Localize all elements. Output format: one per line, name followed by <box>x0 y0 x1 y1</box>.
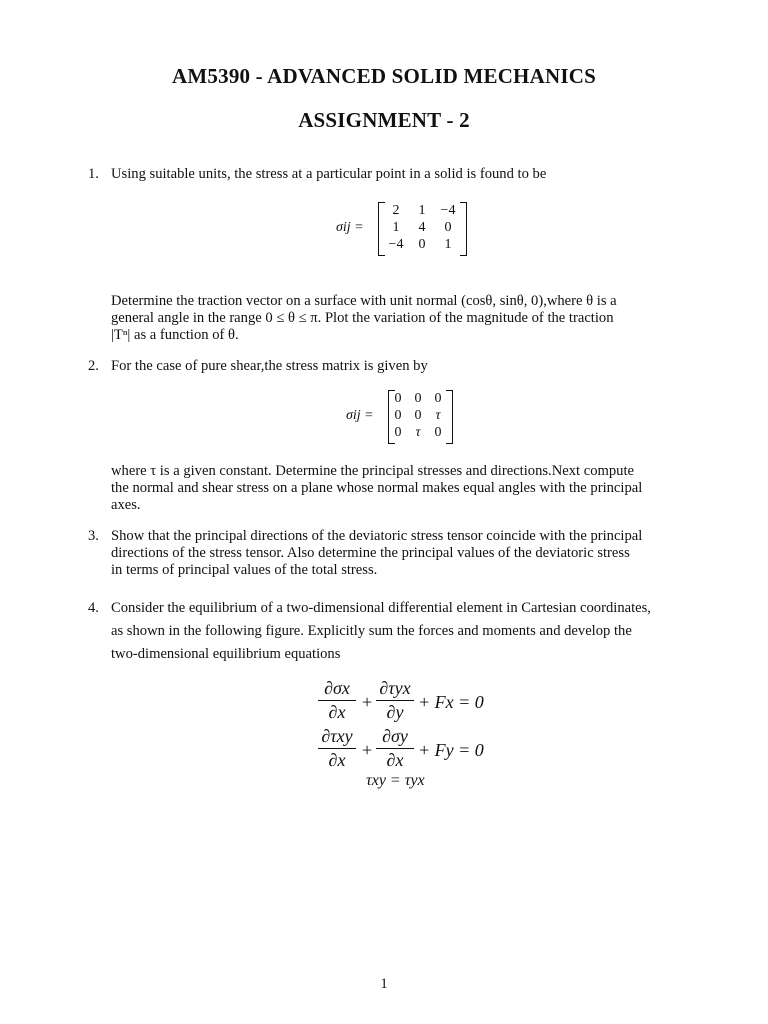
matrix-cell: 0 <box>414 408 422 423</box>
matrix-cell: 0 <box>444 220 452 235</box>
question-number: 2. <box>88 358 99 374</box>
question-body <box>111 528 698 579</box>
denominator: ∂y <box>386 702 404 722</box>
q1-paragraph <box>111 293 698 344</box>
matrix-cell: −4 <box>388 237 404 252</box>
stress-matrix-1 <box>336 200 476 260</box>
denominator: ∂x <box>328 750 346 770</box>
matrix-cell: 1 <box>418 203 426 218</box>
matrix-cell: τ <box>415 425 421 440</box>
course-title: AM5390 - ADVANCED SOLID MECHANICS <box>172 64 596 88</box>
q1-line: general angle in the range 0 ≤ θ ≤ π. Plot the variation of the magnitude of the traction <box>111 310 614 326</box>
matrix-cell: 0 <box>434 391 442 406</box>
matrix-cell: 0 <box>394 425 402 440</box>
fraction <box>376 726 414 771</box>
matrix-cell: 0 <box>394 408 402 423</box>
denominator: ∂x <box>328 702 346 722</box>
assignment-title: ASSIGNMENT - 2 <box>298 108 470 132</box>
q2-paragraph <box>111 463 698 514</box>
matrix-lhs: σij = <box>336 220 364 235</box>
numerator: ∂σx <box>324 678 350 698</box>
question-number: 3. <box>88 528 99 544</box>
equilibrium-equations <box>300 678 520 808</box>
fraction <box>318 678 356 723</box>
matrix-cell: 2 <box>392 203 400 218</box>
right-bracket <box>460 202 467 256</box>
matrix-cell: 0 <box>418 237 426 252</box>
fraction-bar <box>318 700 356 701</box>
denominator: ∂x <box>386 750 404 770</box>
matrix-cell: 4 <box>418 220 426 235</box>
numerator: ∂τyx <box>379 678 411 698</box>
fraction-bar <box>318 748 356 749</box>
question-intro: Using suitable units, the stress at a particular point in a solid is found to be <box>111 166 547 182</box>
matrix-cell: 1 <box>444 237 452 252</box>
equation-rest: + Fx = 0 <box>418 692 484 712</box>
plus-sign: + <box>362 692 373 712</box>
q2-line: axes. <box>111 497 141 513</box>
question-body <box>111 597 698 666</box>
q1-line: |Tⁿ| as a function of θ. <box>111 327 239 343</box>
matrix-cell: 0 <box>434 425 442 440</box>
q3-line: in terms of principal values of the total stress. <box>111 562 378 578</box>
matrix-cell: 1 <box>392 220 400 235</box>
matrix-cell: 0 <box>394 391 402 406</box>
page-number: 1 <box>380 976 388 992</box>
fraction-bar <box>376 748 414 749</box>
q1-line: Determine the traction vector on a surface with unit normal (cosθ, sinθ, 0),where θ is a <box>111 293 617 309</box>
shear-symmetry-equation: τxy = τyx <box>366 772 425 789</box>
matrix-cell: 0 <box>414 391 422 406</box>
matrix-cell: −4 <box>440 203 456 218</box>
equation-rest: + Fy = 0 <box>418 740 484 760</box>
right-bracket <box>446 390 453 444</box>
q4-line: Consider the equilibrium of a two-dimensional differential element in Cartesian coordinates, <box>111 600 651 616</box>
fraction <box>318 726 356 771</box>
stress-matrix-2 <box>346 388 466 448</box>
plus-sign: + <box>362 740 373 760</box>
q2-line: where τ is a given constant. Determine the principal stresses and directions.Next compute <box>111 463 634 479</box>
matrix-lhs: σij = <box>346 408 374 423</box>
q4-line: as shown in the following figure. Explicitly sum the forces and moments and develop the <box>111 623 632 639</box>
question-number: 1. <box>88 166 99 182</box>
q3-line: directions of the stress tensor. Also determine the principal values of the deviatoric stress <box>111 545 630 561</box>
numerator: ∂τxy <box>321 726 353 746</box>
question-intro: For the case of pure shear,the stress matrix is given by <box>111 358 428 374</box>
q4-line: two-dimensional equilibrium equations <box>111 646 341 662</box>
fraction <box>376 678 414 723</box>
q3-line: Show that the principal directions of the deviatoric stress tensor coincide with the principal <box>111 528 643 544</box>
question-number: 4. <box>88 600 99 616</box>
numerator: ∂σy <box>382 726 408 746</box>
matrix-cell: τ <box>435 408 441 423</box>
q2-line: the normal and shear stress on a plane whose normal makes equal angles with the principal <box>111 480 643 496</box>
fraction-bar <box>376 700 414 701</box>
